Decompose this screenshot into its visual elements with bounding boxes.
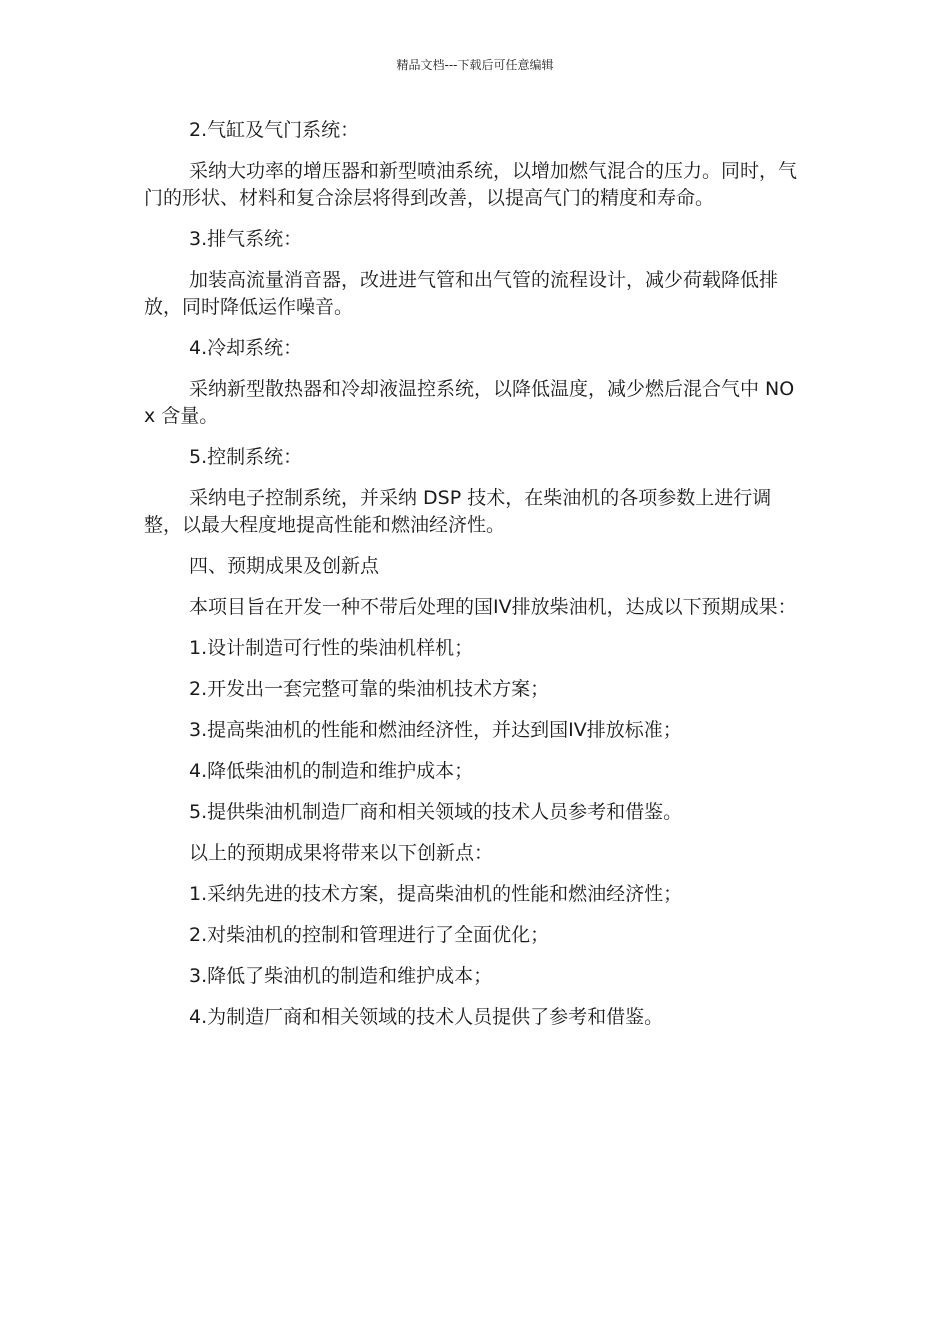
chapter-heading-outcomes: 四、预期成果及创新点	[189, 555, 380, 577]
paragraph-outcomes-intro: 本项目旨在开发一种不带后处理的国IV排放柴油机，达成以下预期成果：	[189, 596, 797, 618]
list-item: 3.降低了柴油机的制造和维护成本；	[189, 965, 493, 987]
document-body	[144, 117, 802, 1045]
paragraph-innovation-intro: 以上的预期成果将带来以下创新点：	[189, 842, 494, 864]
list-item: 1.采纳先进的技术方案，提高柴油机的性能和燃油经济性；	[189, 883, 683, 905]
paragraph-cylinder: 采纳大功率的增压器和新型喷油系统，以增加燃气混合的压力。同时，气门的形状、材料和复合涂层将得到改善，以提高气门的精度和寿命。	[144, 160, 798, 209]
section-heading-control: 5.控制系统：	[189, 446, 303, 468]
paragraph-exhaust: 加装高流量消音器，改进进气管和出气管的流程设计，减少荷载降低排放，同时降低运作噪音。	[144, 269, 779, 318]
section-heading-exhaust: 3.排气系统：	[189, 228, 303, 250]
list-item: 4.为制造厂商和相关领域的技术人员提供了参考和借鉴。	[189, 1006, 664, 1028]
list-item: 5.提供柴油机制造厂商和相关领域的技术人员参考和借鉴。	[189, 801, 683, 823]
section-heading-cylinder: 2.气缸及气门系统：	[189, 119, 360, 141]
list-item: 4.降低柴油机的制造和维护成本；	[189, 760, 474, 782]
list-item: 2.对柴油机的控制和管理进行了全面优化；	[189, 924, 550, 946]
section-heading-cooling: 4.冷却系统：	[189, 337, 303, 359]
page-header: 精品文档---下载后可任意编辑	[396, 58, 554, 72]
paragraph-cooling: 采纳新型散热器和冷却液温控系统，以降低温度，减少燃后混合气中 NOx 含量。	[144, 378, 795, 427]
paragraph-control: 采纳电子控制系统，并采纳 DSP 技术，在柴油机的各项参数上进行调整，以最大程度地提高性能和燃油经济性。	[144, 487, 772, 536]
list-item: 2.开发出一套完整可靠的柴油机技术方案；	[189, 678, 550, 700]
list-item: 3.提高柴油机的性能和燃油经济性，并达到国IV排放标准；	[189, 719, 682, 741]
list-item: 1.设计制造可行性的柴油机样机；	[189, 637, 474, 659]
